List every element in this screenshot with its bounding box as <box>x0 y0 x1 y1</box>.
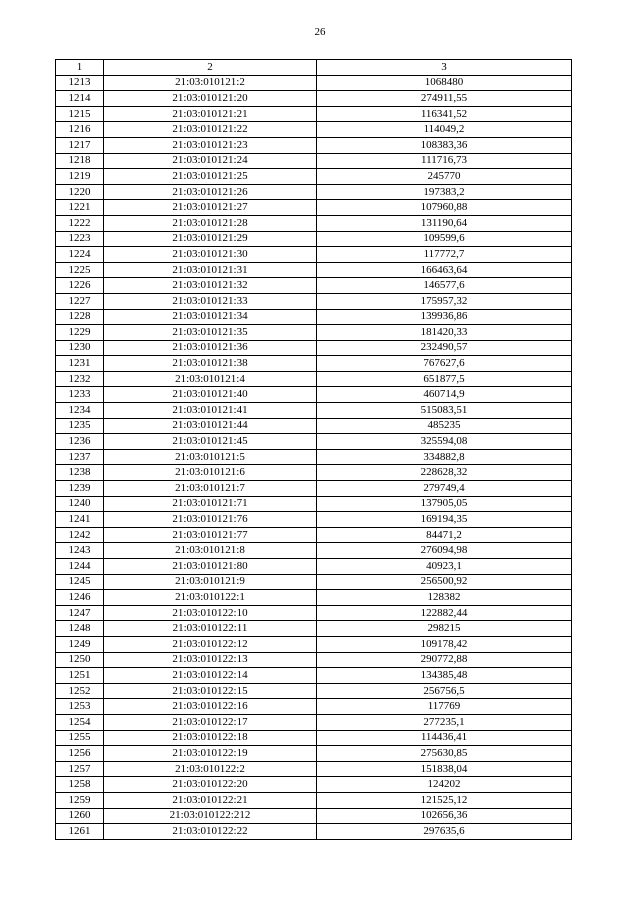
table-cell: 21:03:010121:2 <box>104 75 317 91</box>
table-row <box>56 387 572 403</box>
table-cell: 1225 <box>56 262 104 278</box>
table-cell: 256756,5 <box>317 683 572 699</box>
table-cell: 1252 <box>56 683 104 699</box>
table-cell: 21:03:010122:14 <box>104 668 317 684</box>
table-row <box>56 356 572 372</box>
table-cell: 21:03:010121:32 <box>104 278 317 294</box>
table-row <box>56 699 572 715</box>
table-cell: 121525,12 <box>317 792 572 808</box>
table-cell: 1224 <box>56 247 104 263</box>
table-row <box>56 777 572 793</box>
table-row <box>56 75 572 91</box>
table-cell: 274911,55 <box>317 91 572 107</box>
table-cell: 21:03:010122:16 <box>104 699 317 715</box>
table-cell: 21:03:010121:24 <box>104 153 317 169</box>
table-row <box>56 418 572 434</box>
table-cell: 767627,6 <box>317 356 572 372</box>
data-table <box>55 59 572 840</box>
table-cell: 21:03:010122:212 <box>104 808 317 824</box>
table-cell: 21:03:010122:21 <box>104 792 317 808</box>
table-cell: 256500,92 <box>317 574 572 590</box>
table-row <box>56 122 572 138</box>
table-row <box>56 808 572 824</box>
table-cell: 114049,2 <box>317 122 572 138</box>
table-row <box>56 527 572 543</box>
table-cell: 21:03:010121:29 <box>104 231 317 247</box>
table-cell: 1258 <box>56 777 104 793</box>
table-cell: 21:03:010121:80 <box>104 559 317 575</box>
table-cell: 1245 <box>56 574 104 590</box>
table-cell: 21:03:010121:30 <box>104 247 317 263</box>
table-cell: 128382 <box>317 590 572 606</box>
table-row <box>56 512 572 528</box>
table-cell: 298215 <box>317 621 572 637</box>
table-cell: 151838,04 <box>317 761 572 777</box>
table-cell: 117769 <box>317 699 572 715</box>
table-cell: 21:03:010121:9 <box>104 574 317 590</box>
table-cell: 1247 <box>56 605 104 621</box>
table-cell: 1251 <box>56 668 104 684</box>
table-row <box>56 730 572 746</box>
table-cell: 1230 <box>56 340 104 356</box>
table-cell: 1232 <box>56 371 104 387</box>
table-cell: 114436,41 <box>317 730 572 746</box>
table-cell: 1220 <box>56 184 104 200</box>
table-row <box>56 262 572 278</box>
table-row <box>56 231 572 247</box>
table-body <box>56 75 572 839</box>
table-cell: 21:03:010121:40 <box>104 387 317 403</box>
table-cell: 1214 <box>56 91 104 107</box>
table-row <box>56 153 572 169</box>
table-cell: 139936,86 <box>317 309 572 325</box>
table-header-row <box>56 60 572 76</box>
table-row <box>56 761 572 777</box>
table-row <box>56 652 572 668</box>
table-cell: 137905,05 <box>317 496 572 512</box>
table-cell: 21:03:010121:6 <box>104 465 317 481</box>
table-cell: 21:03:010121:45 <box>104 434 317 450</box>
table-row <box>56 278 572 294</box>
table-cell: 1222 <box>56 215 104 231</box>
table-row <box>56 481 572 497</box>
column-header: 1 <box>56 60 104 76</box>
table-cell: 1250 <box>56 652 104 668</box>
table-cell: 21:03:010122:20 <box>104 777 317 793</box>
table-cell: 1213 <box>56 75 104 91</box>
table-cell: 169194,35 <box>317 512 572 528</box>
table-cell: 21:03:010121:33 <box>104 293 317 309</box>
table-cell: 21:03:010122:10 <box>104 605 317 621</box>
table-row <box>56 169 572 185</box>
table-cell: 1254 <box>56 714 104 730</box>
table-cell: 21:03:010121:35 <box>104 325 317 341</box>
table-cell: 21:03:010121:28 <box>104 215 317 231</box>
table-cell: 1226 <box>56 278 104 294</box>
table-cell: 111716,73 <box>317 153 572 169</box>
table-cell: 21:03:010121:7 <box>104 481 317 497</box>
table-cell: 108383,36 <box>317 137 572 153</box>
table-row <box>56 668 572 684</box>
column-header: 3 <box>317 60 572 76</box>
table-row <box>56 543 572 559</box>
table-cell: 134385,48 <box>317 668 572 684</box>
table-cell: 21:03:010121:26 <box>104 184 317 200</box>
table-cell: 245770 <box>317 169 572 185</box>
table-row <box>56 559 572 575</box>
table-row <box>56 434 572 450</box>
table-row <box>56 403 572 419</box>
table-cell: 1216 <box>56 122 104 138</box>
table-cell: 279749,4 <box>317 481 572 497</box>
table-row <box>56 309 572 325</box>
table-row <box>56 293 572 309</box>
table-cell: 1237 <box>56 449 104 465</box>
column-header: 2 <box>104 60 317 76</box>
table-row <box>56 200 572 216</box>
table-cell: 21:03:010121:38 <box>104 356 317 372</box>
table-cell: 21:03:010122:22 <box>104 824 317 840</box>
table-row <box>56 636 572 652</box>
table-cell: 181420,33 <box>317 325 572 341</box>
table-cell: 1233 <box>56 387 104 403</box>
table-row <box>56 605 572 621</box>
table-cell: 117772,7 <box>317 247 572 263</box>
table-row <box>56 714 572 730</box>
table-row <box>56 574 572 590</box>
table-cell: 232490,57 <box>317 340 572 356</box>
table-cell: 175957,32 <box>317 293 572 309</box>
table-cell: 131190,64 <box>317 215 572 231</box>
table-cell: 84471,2 <box>317 527 572 543</box>
table-cell: 1238 <box>56 465 104 481</box>
table-cell: 124202 <box>317 777 572 793</box>
table-cell: 21:03:010121:4 <box>104 371 317 387</box>
table-cell: 1260 <box>56 808 104 824</box>
table-cell: 1215 <box>56 106 104 122</box>
table-row <box>56 746 572 762</box>
table-cell: 21:03:010122:18 <box>104 730 317 746</box>
table-row <box>56 590 572 606</box>
table-cell: 276094,98 <box>317 543 572 559</box>
table-cell: 1236 <box>56 434 104 450</box>
table-cell: 1257 <box>56 761 104 777</box>
table-cell: 21:03:010121:25 <box>104 169 317 185</box>
table-row <box>56 137 572 153</box>
table-cell: 166463,64 <box>317 262 572 278</box>
table-cell: 1249 <box>56 636 104 652</box>
table-cell: 1221 <box>56 200 104 216</box>
table-cell: 1256 <box>56 746 104 762</box>
table-cell: 21:03:010121:27 <box>104 200 317 216</box>
table-cell: 102656,36 <box>317 808 572 824</box>
table-cell: 21:03:010121:44 <box>104 418 317 434</box>
table-cell: 21:03:010121:77 <box>104 527 317 543</box>
table-cell: 21:03:010121:20 <box>104 91 317 107</box>
table-cell: 1227 <box>56 293 104 309</box>
table-row <box>56 106 572 122</box>
table-cell: 1239 <box>56 481 104 497</box>
table-cell: 1243 <box>56 543 104 559</box>
table-cell: 485235 <box>317 418 572 434</box>
table-cell: 1231 <box>56 356 104 372</box>
table-row <box>56 683 572 699</box>
table-cell: 21:03:010121:71 <box>104 496 317 512</box>
table-cell: 1234 <box>56 403 104 419</box>
table-cell: 107960,88 <box>317 200 572 216</box>
table-cell: 21:03:010122:15 <box>104 683 317 699</box>
table-cell: 1217 <box>56 137 104 153</box>
table-row <box>56 792 572 808</box>
table-cell: 515083,51 <box>317 403 572 419</box>
table-cell: 21:03:010122:13 <box>104 652 317 668</box>
table-cell: 21:03:010122:2 <box>104 761 317 777</box>
table-cell: 109599,6 <box>317 231 572 247</box>
table-row <box>56 184 572 200</box>
table-row <box>56 465 572 481</box>
table-cell: 1235 <box>56 418 104 434</box>
table-cell: 334882,8 <box>317 449 572 465</box>
table-cell: 21:03:010122:12 <box>104 636 317 652</box>
table-cell: 1261 <box>56 824 104 840</box>
table-cell: 116341,52 <box>317 106 572 122</box>
table-cell: 1219 <box>56 169 104 185</box>
table-row <box>56 325 572 341</box>
table-row <box>56 247 572 263</box>
table-cell: 325594,08 <box>317 434 572 450</box>
table-cell: 21:03:010121:22 <box>104 122 317 138</box>
table-cell: 146577,6 <box>317 278 572 294</box>
table-cell: 197383,2 <box>317 184 572 200</box>
table-cell: 275630,85 <box>317 746 572 762</box>
table-cell: 228628,32 <box>317 465 572 481</box>
table-cell: 109178,42 <box>317 636 572 652</box>
table-cell: 290772,88 <box>317 652 572 668</box>
table-row <box>56 449 572 465</box>
table-cell: 21:03:010121:5 <box>104 449 317 465</box>
table-cell: 122882,44 <box>317 605 572 621</box>
table-cell: 21:03:010121:21 <box>104 106 317 122</box>
table-cell: 277235,1 <box>317 714 572 730</box>
table-cell: 1246 <box>56 590 104 606</box>
table-cell: 1218 <box>56 153 104 169</box>
table-row <box>56 496 572 512</box>
table-cell: 297635,6 <box>317 824 572 840</box>
table-cell: 1240 <box>56 496 104 512</box>
table-row <box>56 621 572 637</box>
table-cell: 21:03:010121:31 <box>104 262 317 278</box>
table-cell: 21:03:010121:8 <box>104 543 317 559</box>
table-row <box>56 340 572 356</box>
table-cell: 1228 <box>56 309 104 325</box>
table-cell: 651877,5 <box>317 371 572 387</box>
table-cell: 40923,1 <box>317 559 572 575</box>
table-cell: 1229 <box>56 325 104 341</box>
table-cell: 1242 <box>56 527 104 543</box>
table-cell: 1244 <box>56 559 104 575</box>
table-cell: 21:03:010121:23 <box>104 137 317 153</box>
table-row <box>56 91 572 107</box>
table-cell: 21:03:010122:11 <box>104 621 317 637</box>
page-number: 26 <box>314 26 326 38</box>
table-cell: 1241 <box>56 512 104 528</box>
table-cell: 21:03:010121:76 <box>104 512 317 528</box>
table-cell: 1255 <box>56 730 104 746</box>
table-cell: 21:03:010121:41 <box>104 403 317 419</box>
table-cell: 21:03:010121:36 <box>104 340 317 356</box>
table-cell: 1223 <box>56 231 104 247</box>
table-row <box>56 371 572 387</box>
table-cell: 1248 <box>56 621 104 637</box>
table-row <box>56 215 572 231</box>
table-cell: 21:03:010122:17 <box>104 714 317 730</box>
table-cell: 1253 <box>56 699 104 715</box>
table-cell: 1068480 <box>317 75 572 91</box>
table-cell: 21:03:010121:34 <box>104 309 317 325</box>
table-cell: 21:03:010122:19 <box>104 746 317 762</box>
table-cell: 460714,9 <box>317 387 572 403</box>
table-row <box>56 824 572 840</box>
table-cell: 21:03:010122:1 <box>104 590 317 606</box>
table-cell: 1259 <box>56 792 104 808</box>
